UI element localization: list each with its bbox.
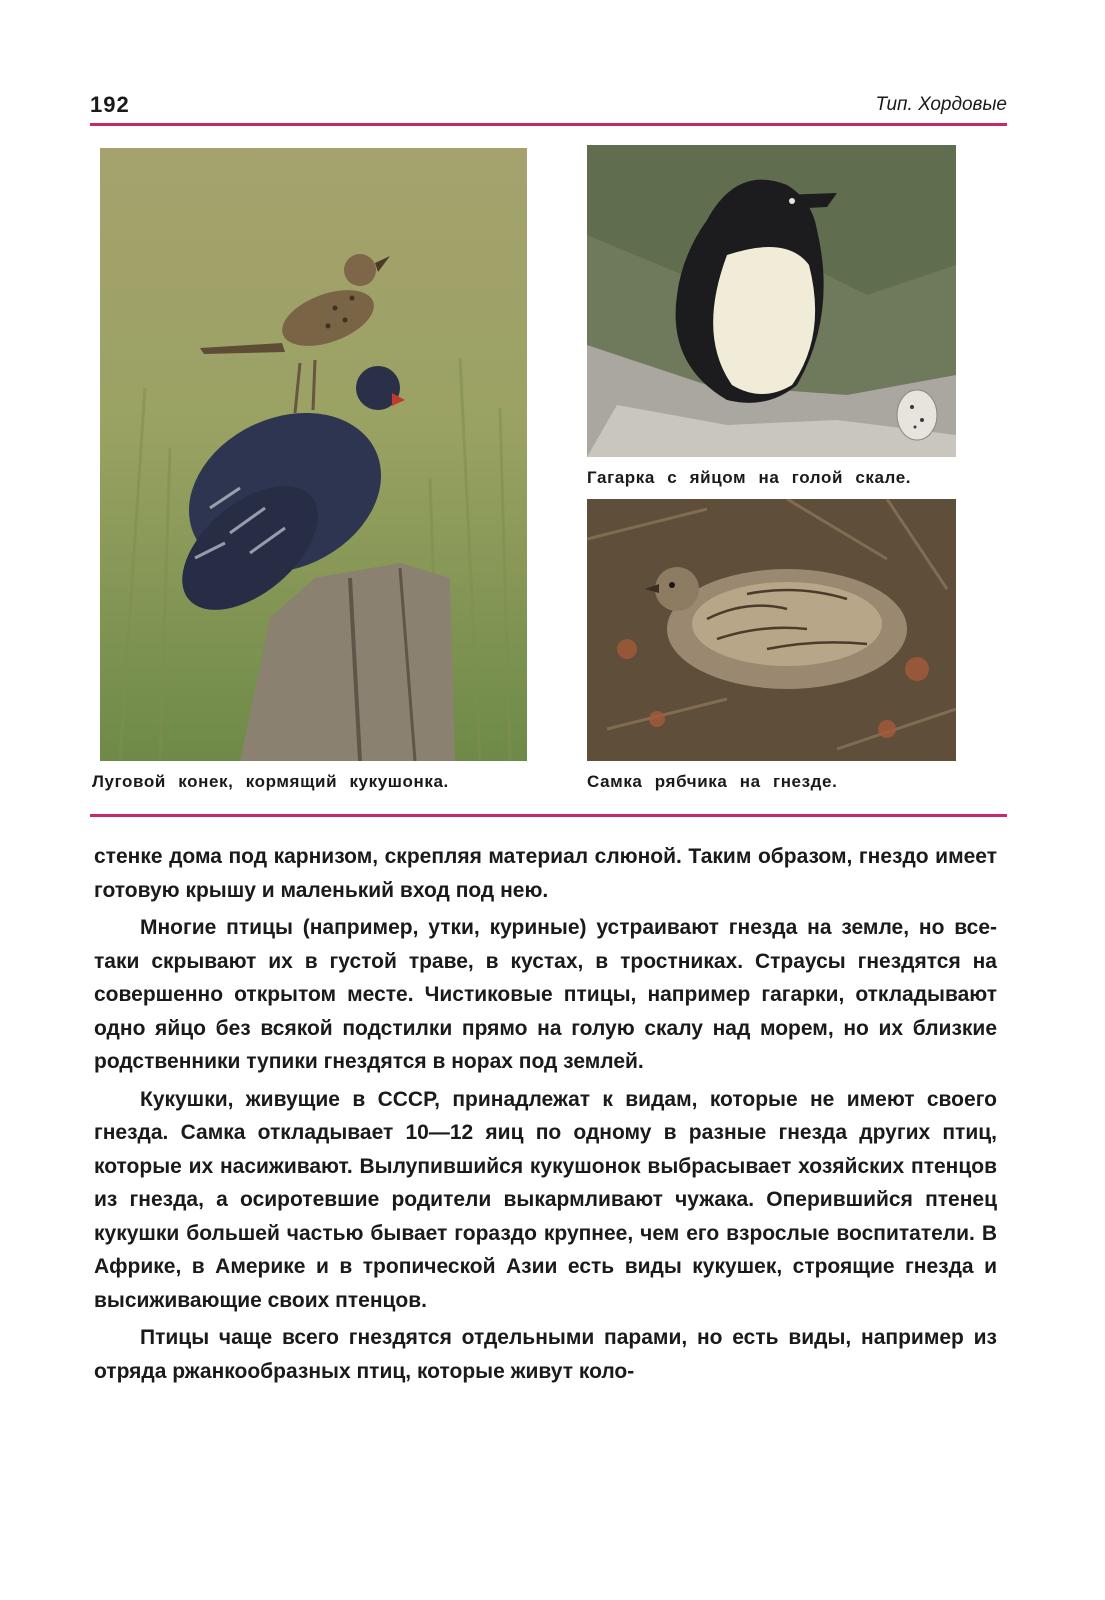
body-text: [94, 840, 997, 1392]
paragraph: Кукушки, живущие в СССР, принадлежат к видам, которые не имеют своего гнезда. Самка откладывает 10—12 яиц по одному в разные гнезда других птиц, которые их насиживают. Вылупившийся кукушонок выбрасывает хозяйских птенцов из гнезда, а осиротевшие родители выкармливают чужака. Оперившийся птенец кукушки большей частью бывает гораздо крупнее, чем его взрослые воспитатели. В Африке, в Америке и в тропической Азии есть виды кукушек, строящие гнезда и высиживающие своих птенцов.: [94, 1087, 997, 1312]
caption-pipit-cuckoo: Луговой конек, кормящий кукушонка.: [92, 772, 449, 791]
auk-illustration: [587, 145, 956, 457]
header-rule: [90, 123, 1007, 126]
pipit-cuckoo-illustration: [100, 148, 527, 761]
paragraph: Многие птицы (например, утки, куриные) устраивают гнезда на земле, но все-таки скрывают их в густой траве, в кустах, в тростниках. Страусы гнездятся на совершенно открытом месте. Чистиковые птицы, например гагарки, откладывают одно яйцо без всякой подстилки прямо на голую скалу над морем, но их близкие родственники тупики гнездятся в норах под землей.: [94, 916, 997, 1073]
paragraph: Птицы чаще всего гнездятся отдельными парами, но есть виды, например из отряда ржанкообразных птиц, которые живут коло-: [94, 1326, 997, 1383]
page-number: 192: [90, 92, 130, 117]
caption-auk: Гагарка с яйцом на голой скале.: [587, 468, 912, 487]
hazel-grouse-illustration: [587, 499, 956, 761]
running-title: Тип. Хордовые: [875, 94, 1007, 115]
photo-hazel-grouse-on-nest: [587, 499, 956, 761]
paragraph: стенке дома под карнизом, скрепляя материал слюной. Таким образом, гнездо имеет готовую крышу и маленький вход под нею.: [94, 845, 997, 902]
figures-rule: [90, 814, 1007, 817]
photo-auk-with-egg: [587, 145, 956, 457]
photo-pipit-feeding-cuckoo: [100, 148, 527, 761]
caption-hazel-grouse: Самка рябчика на гнезде.: [587, 772, 838, 791]
